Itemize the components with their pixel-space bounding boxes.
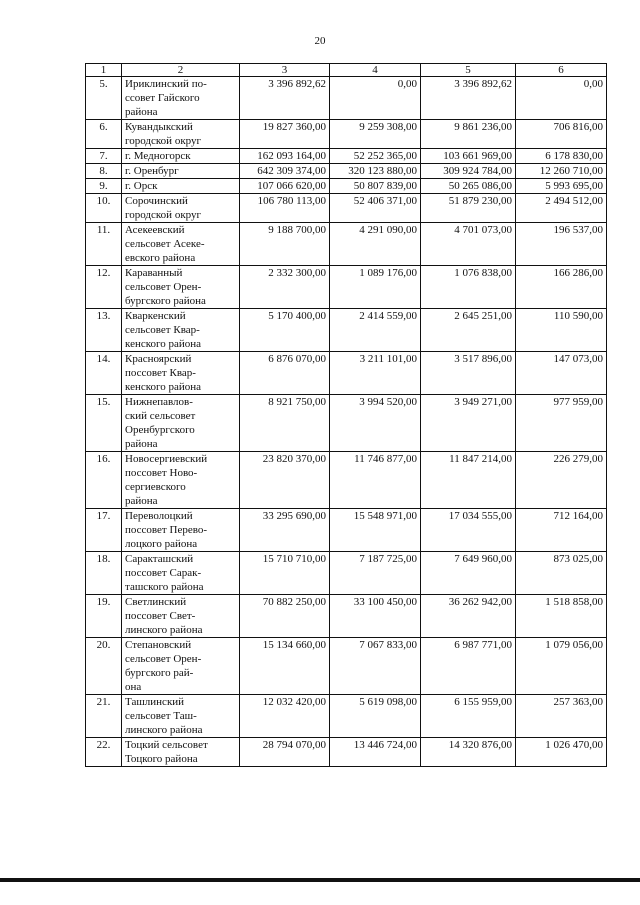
table-row: [86, 638, 607, 695]
amount-cell-col3: 642 309 374,00: [240, 164, 330, 179]
municipality-name-line: ский сельсовет: [125, 410, 196, 422]
municipality-name-line: района: [125, 495, 158, 507]
municipality-name-line: Сорочинский: [125, 195, 188, 207]
amount-cell-col6: 257 363,00: [516, 695, 607, 738]
municipality-name-line: Тоцкого района: [125, 753, 198, 765]
amount-cell-col3: 106 780 113,00: [240, 194, 330, 223]
bottom-rule: [0, 878, 640, 882]
table-row: [86, 452, 607, 509]
municipality-name-line: Степановский: [125, 639, 192, 651]
column-header: 6: [516, 64, 607, 77]
amount-cell-col3: 23 820 370,00: [240, 452, 330, 509]
municipality-name-line: Кваркенский: [125, 310, 186, 322]
amount-cell-col5: 3 396 892,62: [421, 77, 516, 120]
municipality-name-line: сельсовет Орен-: [125, 653, 202, 665]
municipality-name: [122, 509, 240, 552]
row-number: 14.: [86, 352, 122, 395]
amount-cell-col6: 147 073,00: [516, 352, 607, 395]
table-row: [86, 266, 607, 309]
table-row: [86, 552, 607, 595]
amount-cell-col5: 9 861 236,00: [421, 120, 516, 149]
municipality-name-line: района: [125, 438, 158, 450]
municipality-name-line: Караванный: [125, 267, 183, 279]
amount-cell-col3: 70 882 250,00: [240, 595, 330, 638]
amount-cell-col5: 36 262 942,00: [421, 595, 516, 638]
municipality-name-line: Кувандыкский: [125, 121, 193, 133]
municipality-name: [122, 638, 240, 695]
amount-cell-col4: 7 187 725,00: [330, 552, 421, 595]
row-number: 5.: [86, 77, 122, 120]
municipality-name-line: кенского района: [125, 338, 202, 350]
municipality-name-line: сельсовет Квар-: [125, 324, 200, 336]
municipality-name: [122, 223, 240, 266]
row-number: 19.: [86, 595, 122, 638]
amount-cell-col4: 5 619 098,00: [330, 695, 421, 738]
amount-cell-col6: 166 286,00: [516, 266, 607, 309]
row-number: 20.: [86, 638, 122, 695]
row-number: 9.: [86, 179, 122, 194]
amount-cell-col4: 2 414 559,00: [330, 309, 421, 352]
municipality-name-line: линского района: [125, 724, 203, 736]
municipality-name: [122, 595, 240, 638]
amount-cell-col5: 50 265 086,00: [421, 179, 516, 194]
column-header: 3: [240, 64, 330, 77]
municipality-name-line: Красноярский: [125, 353, 192, 365]
column-header: 5: [421, 64, 516, 77]
amount-cell-col4: 9 259 308,00: [330, 120, 421, 149]
row-number: 7.: [86, 149, 122, 164]
table-row: [86, 149, 607, 164]
amount-cell-col6: 706 816,00: [516, 120, 607, 149]
amount-cell-col6: 2 494 512,00: [516, 194, 607, 223]
municipality-name-line: г. Орск: [125, 180, 158, 192]
municipality-name-line: кенского района: [125, 381, 202, 393]
municipality-name-line: Светлинский: [125, 596, 187, 608]
amount-cell-col4: 50 807 839,00: [330, 179, 421, 194]
amount-cell-col4: 33 100 450,00: [330, 595, 421, 638]
table-row: [86, 509, 607, 552]
table-header-row: [86, 64, 607, 77]
amount-cell-col3: 8 921 750,00: [240, 395, 330, 452]
amount-cell-col3: 19 827 360,00: [240, 120, 330, 149]
row-number: 17.: [86, 509, 122, 552]
municipality-name-line: Асекеевский: [125, 224, 185, 236]
table-row: [86, 120, 607, 149]
amount-cell-col3: 28 794 070,00: [240, 738, 330, 767]
table-row: [86, 164, 607, 179]
column-header: 1: [86, 64, 122, 77]
table-row: [86, 77, 607, 120]
amount-cell-col6: 873 025,00: [516, 552, 607, 595]
page-number: 20: [314, 35, 326, 47]
municipality-name-line: Ириклинский по-: [125, 78, 207, 90]
amount-cell-col4: 13 446 724,00: [330, 738, 421, 767]
budget-table: [85, 63, 607, 767]
amount-cell-col3: 12 032 420,00: [240, 695, 330, 738]
municipality-name-line: Нижнепавлов-: [125, 396, 193, 408]
amount-cell-col3: 2 332 300,00: [240, 266, 330, 309]
table-row: [86, 352, 607, 395]
municipality-name-line: района: [125, 106, 158, 118]
municipality-name: [122, 452, 240, 509]
row-number: 10.: [86, 194, 122, 223]
amount-cell-col6: 0,00: [516, 77, 607, 120]
municipality-name-line: лоцкого района: [125, 538, 198, 550]
municipality-name-line: Переволоцкий: [125, 510, 193, 522]
municipality-name-line: ташского района: [125, 581, 204, 593]
municipality-name: [122, 695, 240, 738]
municipality-name-line: евского района: [125, 252, 196, 264]
municipality-name-line: поссовет Перево-: [125, 524, 207, 536]
amount-cell-col5: 309 924 784,00: [421, 164, 516, 179]
amount-cell-col6: 196 537,00: [516, 223, 607, 266]
municipality-name-line: сельсовет Таш-: [125, 710, 197, 722]
amount-cell-col3: 15 134 660,00: [240, 638, 330, 695]
amount-cell-col4: 3 994 520,00: [330, 395, 421, 452]
amount-cell-col5: 11 847 214,00: [421, 452, 516, 509]
row-number: 12.: [86, 266, 122, 309]
amount-cell-col5: 1 076 838,00: [421, 266, 516, 309]
amount-cell-col5: 2 645 251,00: [421, 309, 516, 352]
table-row: [86, 738, 607, 767]
table-row: [86, 695, 607, 738]
municipality-name: [122, 266, 240, 309]
table-body: [86, 77, 607, 767]
municipality-name: [122, 149, 240, 164]
row-number: 6.: [86, 120, 122, 149]
amount-cell-col3: 3 396 892,62: [240, 77, 330, 120]
amount-cell-col4: 4 291 090,00: [330, 223, 421, 266]
table-row: [86, 309, 607, 352]
amount-cell-col3: 107 066 620,00: [240, 179, 330, 194]
column-header: 4: [330, 64, 421, 77]
municipality-name-line: ссовет Гайского: [125, 92, 200, 104]
amount-cell-col6: 226 279,00: [516, 452, 607, 509]
municipality-name-line: линского района: [125, 624, 203, 636]
row-number: 11.: [86, 223, 122, 266]
amount-cell-col4: 1 089 176,00: [330, 266, 421, 309]
municipality-name-line: бургского района: [125, 295, 206, 307]
amount-cell-col4: 320 123 880,00: [330, 164, 421, 179]
table-row: [86, 395, 607, 452]
table-row: [86, 179, 607, 194]
municipality-name-line: сергиевского: [125, 481, 186, 493]
municipality-name: [122, 194, 240, 223]
municipality-name-line: Новосергиевский: [125, 453, 208, 465]
amount-cell-col3: 33 295 690,00: [240, 509, 330, 552]
municipality-name: [122, 395, 240, 452]
municipality-name: [122, 77, 240, 120]
municipality-name-line: г. Медногорск: [125, 150, 191, 162]
amount-cell-col4: 52 406 371,00: [330, 194, 421, 223]
municipality-name: [122, 164, 240, 179]
amount-cell-col3: 9 188 700,00: [240, 223, 330, 266]
amount-cell-col5: 6 155 959,00: [421, 695, 516, 738]
municipality-name-line: Ташлинский: [125, 696, 185, 708]
amount-cell-col3: 6 876 070,00: [240, 352, 330, 395]
municipality-name-line: городской округ: [125, 135, 202, 147]
municipality-name: [122, 552, 240, 595]
amount-cell-col5: 51 879 230,00: [421, 194, 516, 223]
municipality-name-line: г. Оренбург: [125, 165, 179, 177]
municipality-name-line: поссовет Сарак-: [125, 567, 202, 579]
amount-cell-col4: 15 548 971,00: [330, 509, 421, 552]
amount-cell-col3: 15 710 710,00: [240, 552, 330, 595]
municipality-name: [122, 179, 240, 194]
amount-cell-col4: 3 211 101,00: [330, 352, 421, 395]
amount-cell-col5: 4 701 073,00: [421, 223, 516, 266]
amount-cell-col6: 12 260 710,00: [516, 164, 607, 179]
table-row: [86, 595, 607, 638]
municipality-name-line: городской округ: [125, 209, 202, 221]
table-row: [86, 223, 607, 266]
amount-cell-col6: 110 590,00: [516, 309, 607, 352]
row-number: 16.: [86, 452, 122, 509]
amount-cell-col5: 14 320 876,00: [421, 738, 516, 767]
municipality-name: [122, 309, 240, 352]
municipality-name-line: поссовет Ново-: [125, 467, 198, 479]
municipality-name-line: поссовет Свет-: [125, 610, 196, 622]
amount-cell-col6: 5 993 695,00: [516, 179, 607, 194]
amount-cell-col5: 3 949 271,00: [421, 395, 516, 452]
amount-cell-col5: 6 987 771,00: [421, 638, 516, 695]
municipality-name-line: бургского рай-: [125, 667, 194, 679]
amount-cell-col5: 3 517 896,00: [421, 352, 516, 395]
row-number: 15.: [86, 395, 122, 452]
row-number: 8.: [86, 164, 122, 179]
table-row: [86, 194, 607, 223]
municipality-name: [122, 738, 240, 767]
amount-cell-col6: 1 079 056,00: [516, 638, 607, 695]
amount-cell-col6: 1 026 470,00: [516, 738, 607, 767]
row-number: 22.: [86, 738, 122, 767]
amount-cell-col3: 162 093 164,00: [240, 149, 330, 164]
amount-cell-col4: 11 746 877,00: [330, 452, 421, 509]
amount-cell-col5: 17 034 555,00: [421, 509, 516, 552]
amount-cell-col3: 5 170 400,00: [240, 309, 330, 352]
amount-cell-col4: 7 067 833,00: [330, 638, 421, 695]
municipality-name: [122, 120, 240, 149]
municipality-name-line: поссовет Квар-: [125, 367, 196, 379]
municipality-name-line: Оренбургского: [125, 424, 195, 436]
amount-cell-col6: 712 164,00: [516, 509, 607, 552]
amount-cell-col6: 977 959,00: [516, 395, 607, 452]
municipality-name-line: Саракташский: [125, 553, 194, 565]
amount-cell-col6: 1 518 858,00: [516, 595, 607, 638]
row-number: 21.: [86, 695, 122, 738]
municipality-name-line: она: [125, 681, 142, 693]
row-number: 13.: [86, 309, 122, 352]
amount-cell-col4: 52 252 365,00: [330, 149, 421, 164]
amount-cell-col4: 0,00: [330, 77, 421, 120]
municipality-name-line: сельсовет Асеке-: [125, 238, 205, 250]
municipality-name: [122, 352, 240, 395]
municipality-name-line: сельсовет Орен-: [125, 281, 202, 293]
amount-cell-col6: 6 178 830,00: [516, 149, 607, 164]
row-number: 18.: [86, 552, 122, 595]
municipality-name-line: Тоцкий сельсовет: [125, 739, 208, 751]
column-header: 2: [122, 64, 240, 77]
amount-cell-col5: 7 649 960,00: [421, 552, 516, 595]
amount-cell-col5: 103 661 969,00: [421, 149, 516, 164]
